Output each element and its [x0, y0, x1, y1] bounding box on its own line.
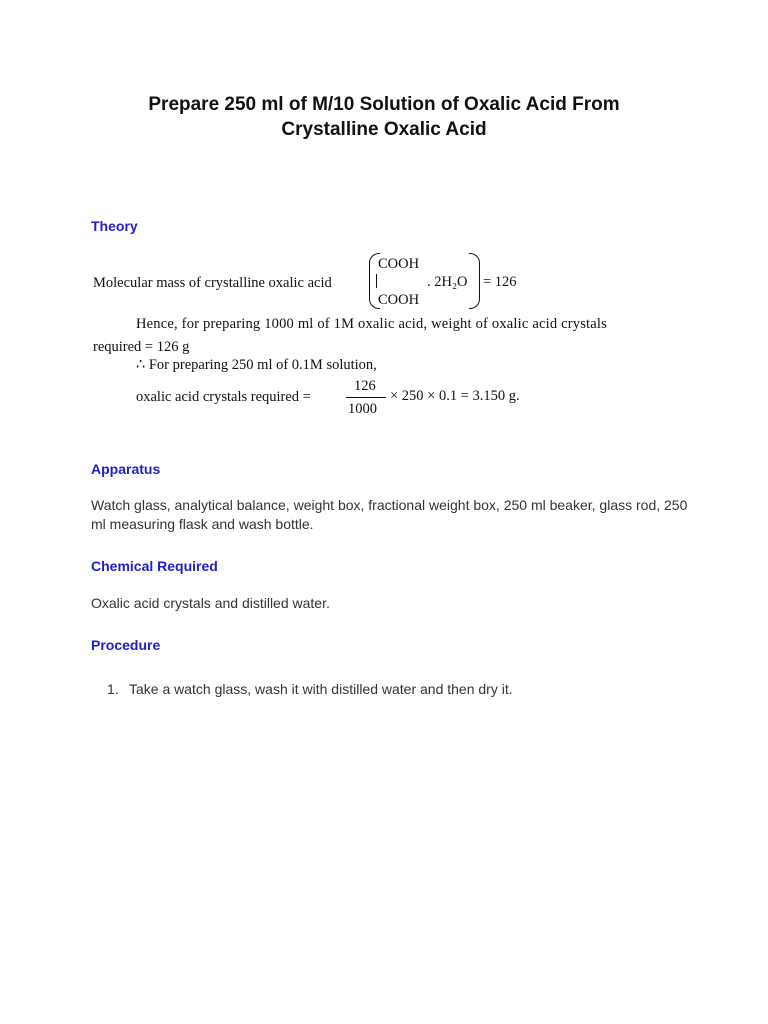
mol-mass-label: Molecular mass of crystalline oxalic acid [93, 275, 332, 291]
fraction-denominator: 1000 [348, 401, 377, 417]
list-item-number: 1. [107, 681, 119, 697]
list-item [107, 680, 513, 699]
title-line-2: Crystalline Oxalic Acid [281, 119, 487, 140]
procedure-heading: Procedure [91, 637, 161, 653]
right-parenthesis [469, 253, 480, 309]
page-title [0, 92, 768, 142]
fraction-bar [346, 397, 386, 398]
calculation-result: × 250 × 0.1 = 3.150 g. [390, 388, 520, 404]
therefore-line: ∴ For preparing 250 ml of 0.1M solution, [136, 357, 377, 373]
apparatus-text: Watch glass, analytical balance, weight box, fractional weight box, 250 ml beaker, glass rod, 250 ml measuring flask and wash bottle. [91, 497, 688, 532]
formula-bottom: COOH [378, 292, 420, 308]
formula-top: COOH [378, 256, 420, 272]
formula-bond [376, 274, 377, 288]
crystals-label: oxalic acid crystals required = [136, 389, 311, 405]
fraction-numerator: 126 [354, 378, 376, 394]
title-line-1: Prepare 250 ml of M/10 Solution of Oxalic Acid From [148, 94, 620, 115]
apparatus-heading: Apparatus [91, 461, 161, 477]
mol-mass-value: = 126 [483, 274, 517, 290]
formula-water: . 2H₂O [427, 274, 468, 290]
chemical-heading: Chemical Required [91, 558, 218, 574]
list-item-text: Take a watch glass, wash it with distilled water and then dry it. [129, 681, 513, 697]
hence-line-1: Hence, for preparing 1000 ml of 1M oxalic acid, weight of oxalic acid crystals [136, 316, 607, 332]
chemical-text: Oxalic acid crystals and distilled water. [91, 595, 330, 611]
hence-line-2: required = 126 g [93, 339, 190, 355]
theory-heading: Theory [91, 218, 138, 234]
